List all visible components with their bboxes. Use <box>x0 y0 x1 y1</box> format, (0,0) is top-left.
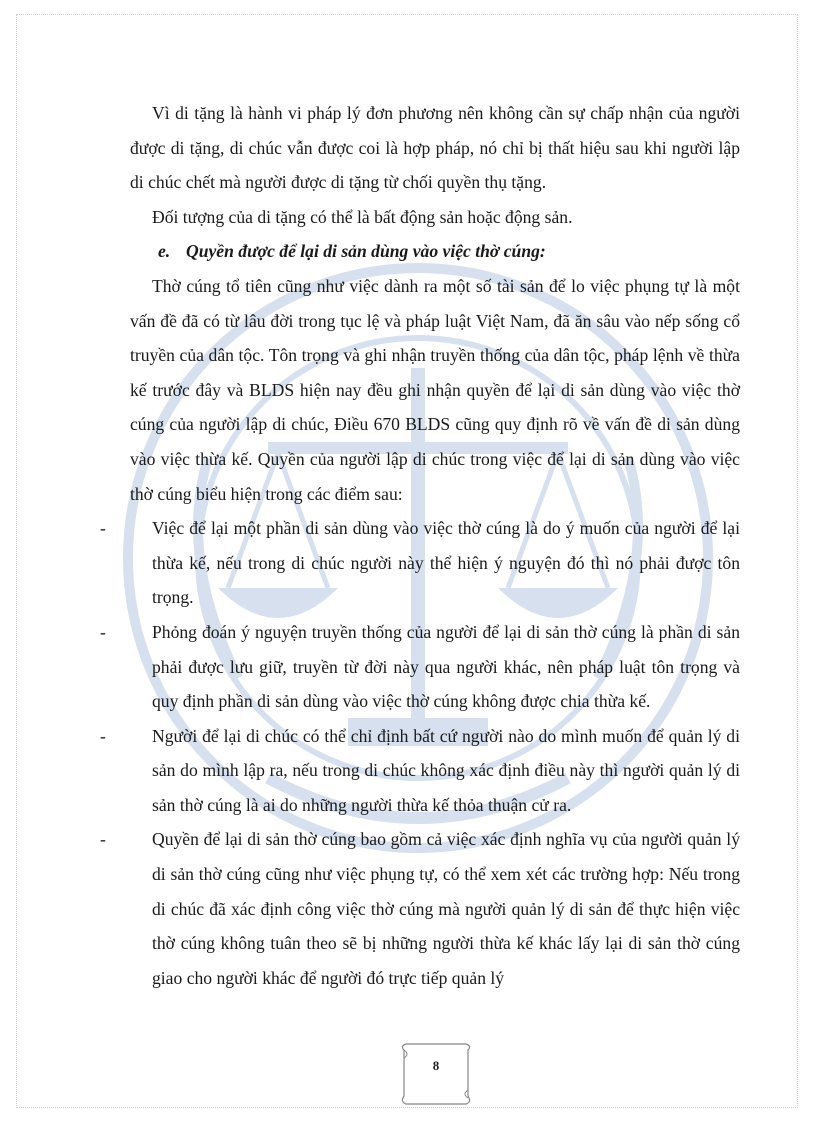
bullet-dash: - <box>100 725 106 746</box>
paragraph-3: Thờ cúng tổ tiên cũng như việc dành ra một số tài sản để lo việc phụng tự là một vấn đề đã có từ lâu đời trong tục lệ và pháp luật Việt Nam, đã ăn sâu vào nếp sống cổ truyền của dân tộc. Tôn trọng và ghi nhận truyền thống của dân tộc, pháp lệnh về thừa kế trước đây và BLDS hiện nay đều ghi nhận quyền để lại di sản dùng vào việc thờ cúng của người lập di chúc, Điều 670 BLDS cũng quy định rõ về vấn đề di sản dùng vào việc thừa kế. Quyền của người lập di chúc trong việc để lại di sản dùng vào việc thờ cúng biểu hiện trong các điểm sau: <box>130 275 740 504</box>
document-body <box>100 96 740 995</box>
bullet-text: Việc để lại một phần di sản dùng vào việc thờ cúng là do ý muốn của người để lại thừa kế, nếu trong di chúc người này thể hiện ý nguyện đó thì nó phải được tôn trọng. <box>152 518 740 608</box>
page-number-scroll <box>396 1040 476 1108</box>
bullet-item-3 <box>100 719 740 823</box>
paragraph-1: Vì di tặng là hành vi pháp lý đơn phương nên không cần sự chấp nhận của người được di tặng, di chúc vẫn được coi là hợp pháp, nó chỉ bị thất hiệu sau khi người lập di chúc chết mà người được di tặng từ chối quyền thụ tặng. <box>130 103 740 193</box>
scroll-banner-icon <box>396 1040 476 1108</box>
bullet-item-2 <box>100 615 740 719</box>
paragraph-2: Đối tượng của di tặng có thể là bất động sản hoặc động sản. <box>152 206 573 227</box>
bullet-dash: - <box>100 829 106 850</box>
bullet-item-4 <box>100 822 740 995</box>
page-number: 8 <box>432 1058 440 1073</box>
bullet-item-1 <box>100 511 740 615</box>
bullet-text: Phỏng đoán ý nguyện truyền thống của người để lại di sản thờ cúng là phần di sản phải được lưu giữ, truyền từ đời này qua người khác, nên pháp luật tôn trọng và quy định phần di sản dùng vào việc thờ cúng không được chia thừa kế. <box>152 621 740 712</box>
bullet-text: Người để lại di chúc có thể chỉ định bất cứ người nào do mình muốn để quản lý di sản do mình lập ra, nếu trong di chúc không xác định điều này thì người quản lý di sản thờ cúng là ai do những người thừa kế thỏa thuận cử ra. <box>152 725 740 815</box>
section-title: Quyền được để lại di sản dùng vào việc thờ cúng: <box>186 241 546 262</box>
section-marker: e. <box>158 241 171 262</box>
bullet-text: Quyền để lại di sản thờ cúng bao gồm cả việc xác định nghĩa vụ của người quản lý di sản thờ cúng cũng như việc phụng tự, có thể xem xét các trường hợp: Nếu trong di chúc đã xác định công việc thờ cúng mà người quản lý di sản để thực hiện việc thờ cúng không tuân theo sẽ bị những người thừa kế khác lấy lại di sản thờ cúng giao cho người khác để người đó trực tiếp quản lý <box>152 829 740 988</box>
bullet-dash: - <box>100 518 106 539</box>
bullet-dash: - <box>100 621 106 642</box>
section-heading-e <box>130 234 740 269</box>
